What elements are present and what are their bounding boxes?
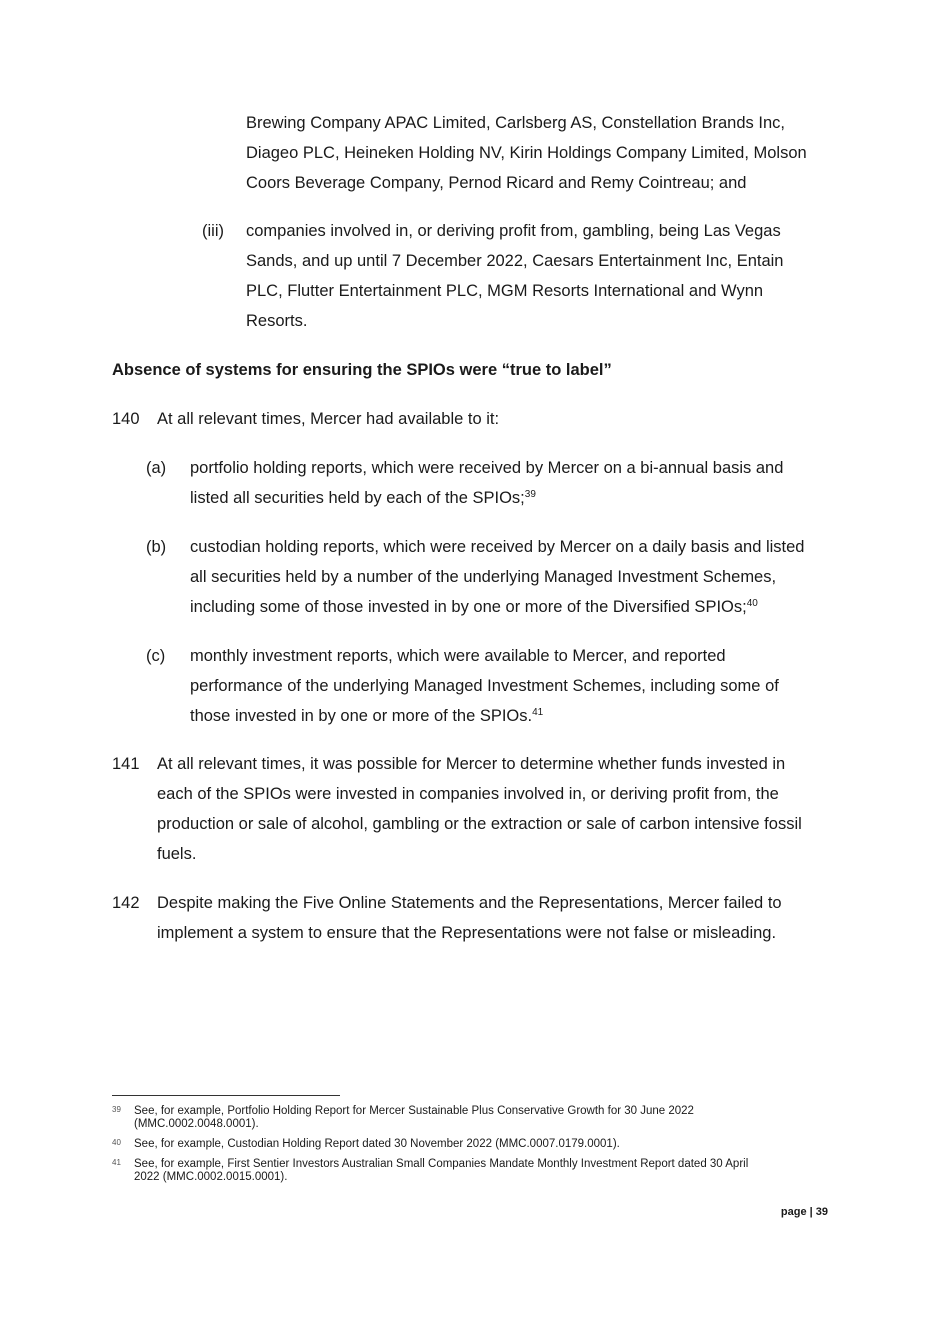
text-line: monthly investment reports, which were available to Mercer, and reported	[190, 647, 726, 665]
footnote-divider	[112, 1095, 340, 1096]
page-number: page | 39	[780, 1206, 828, 1218]
text-line: each of the SPIOs were invested in companies involved in, or deriving profit from, the	[157, 785, 779, 803]
footnote-number: 39	[112, 1105, 121, 1114]
footnote-line: 2022 (MMC.0002.0015.0001).	[134, 1171, 288, 1183]
list-item-iii	[246, 216, 828, 336]
paragraph-number-142: 142	[112, 894, 140, 912]
footnote-line: See, for example, Custodian Holding Report dated 30 November 2022 (MMC.0007.0179.0001).	[134, 1138, 620, 1150]
footnote-41	[134, 1158, 830, 1184]
text-line: fuels.	[157, 845, 197, 863]
list-item-c	[190, 641, 828, 731]
footnote-line: See, for example, First Sentier Investors Australian Small Companies Mandate Monthly Investment Report dated 30 April	[134, 1158, 749, 1170]
text-line: Brewing Company APAC Limited, Carlsberg AS, Constellation Brands Inc,	[246, 114, 785, 132]
text-line: Sands, and up until 7 December 2022, Caesars Entertainment Inc, Entain	[246, 252, 784, 270]
paragraph-141	[157, 749, 829, 869]
footnote-39	[134, 1105, 830, 1131]
paragraph-142	[157, 888, 829, 948]
paragraph-number-141: 141	[112, 755, 140, 773]
text-line: At all relevant times, it was possible for Mercer to determine whether funds invested in	[157, 755, 786, 773]
text-line: implement a system to ensure that the Representations were not false or misleading.	[157, 924, 777, 942]
footnote-line: See, for example, Portfolio Holding Report for Mercer Sustainable Plus Conservative Growth for 30 June 2022	[134, 1105, 694, 1117]
list-item-b	[190, 532, 828, 622]
footnote-number: 41	[112, 1158, 121, 1167]
footnote-number: 40	[112, 1138, 121, 1147]
paragraph-140: At all relevant times, Mercer had available to it:	[157, 410, 500, 428]
list-label-c: (c)	[146, 647, 166, 665]
text-line: Resorts.	[246, 312, 308, 330]
list-item-a	[190, 453, 828, 513]
text-line: portfolio holding reports, which were received by Mercer on a bi-annual basis and	[190, 459, 784, 477]
text-line: PLC, Flutter Entertainment PLC, MGM Resorts International and Wynn	[246, 282, 764, 300]
footnote-ref-40[interactable]: 40	[746, 598, 758, 609]
list-label-iii: (iii)	[202, 222, 224, 240]
footnote-40	[134, 1138, 830, 1151]
footnote-line: (MMC.0002.0048.0001).	[134, 1118, 259, 1130]
paragraph-number-140: 140	[112, 410, 140, 428]
text-line: listed all securities held by each of the SPIOs;$^{39}$	[190, 489, 536, 507]
list-label-b: (b)	[146, 538, 167, 556]
text-line: production or sale of alcohol, gambling or the extraction or sale of carbon intensive fossil	[157, 815, 802, 833]
text-line: performance of the underlying Managed Investment Schemes, including some of	[190, 677, 779, 695]
list-item-continuation	[246, 108, 828, 198]
footnote-ref-41[interactable]: 41	[532, 707, 544, 718]
list-label-a: (a)	[146, 459, 167, 477]
footnote-ref-39[interactable]: 39	[524, 489, 536, 500]
text-line: Diageo PLC, Heineken Holding NV, Kirin Holdings Company Limited, Molson	[246, 144, 807, 162]
text-line: Coors Beverage Company, Pernod Ricard and Remy Cointreau; and	[246, 174, 747, 192]
text-line: custodian holding reports, which were received by Mercer on a daily basis and listed	[190, 538, 805, 556]
text-line: those invested in by one or more of the SPIOs.$^{41}$	[190, 707, 544, 725]
text-line: all securities held by a number of the underlying Managed Investment Schemes,	[190, 568, 777, 586]
section-heading: Absence of systems for ensuring the SPIOs were “true to label”	[112, 361, 612, 379]
text-line: Despite making the Five Online Statements and the Representations, Mercer failed to	[157, 894, 782, 912]
text-line: companies involved in, or deriving profit from, gambling, being Las Vegas	[246, 222, 781, 240]
text-line: including some of those invested in by one or more of the Diversified SPIOs;$^{40}$	[190, 598, 758, 616]
